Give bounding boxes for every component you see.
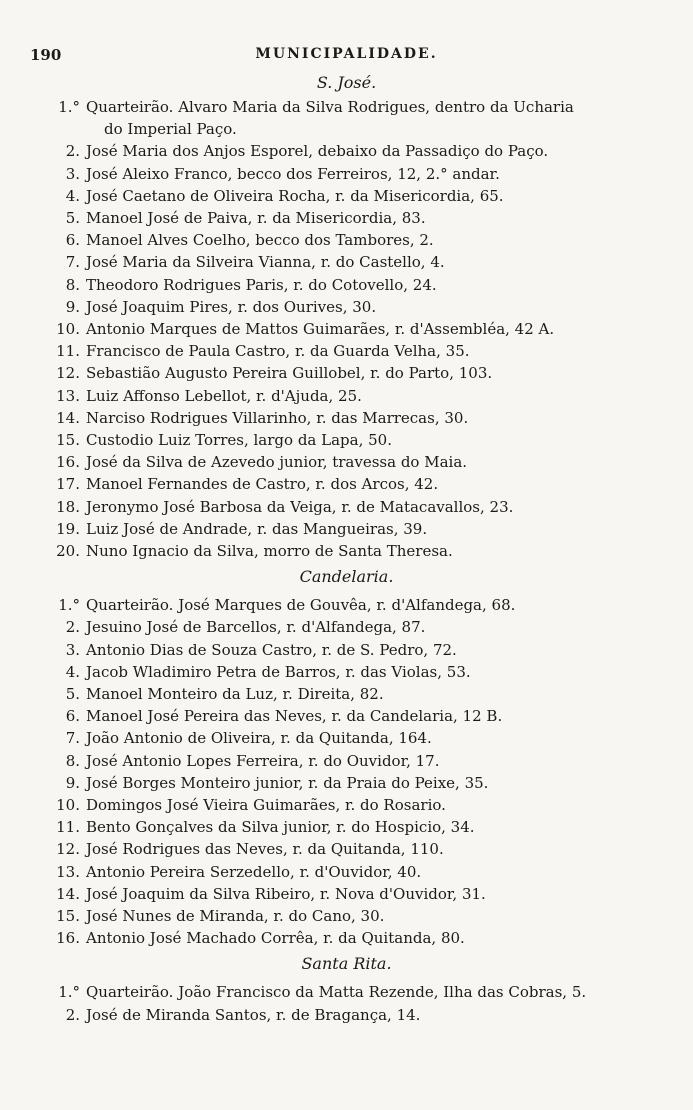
item-text: Luiz Affonso Lebellot, r. d'Ajuda, 25. (86, 386, 362, 405)
item-text: Quarteirão. João Francisco da Matta Rezende, Ilha das Cobras, 5. (86, 983, 587, 1002)
item-number: 4. (65, 186, 80, 205)
item-text: José Rodrigues das Neves, r. da Quitanda, 110. (86, 840, 444, 859)
list-item (36, 883, 666, 905)
item-text: Nuno Ignacio da Silva, morro de Santa Theresa. (86, 542, 453, 560)
item-text: Antonio José Machado Corrêa, r. da Quitanda, 80. (86, 929, 465, 948)
item-number: 16. (56, 929, 80, 948)
item-text: José da Silva de Azevedo junior, travessa do Maia. (86, 453, 468, 472)
item-number: 7. (65, 729, 80, 748)
item-text: Sebastião Augusto Pereira Guillobel, r. do Parto, 103. (86, 364, 493, 383)
item-text: José Antonio Lopes Ferreira, r. do Ouvidor, 17. (86, 751, 440, 770)
item-continuation: do Imperial Paço. (104, 120, 237, 139)
item-text: Jeronymo José Barbosa da Veiga, r. de Matacavallos, 23. (86, 497, 514, 516)
list-item (36, 905, 666, 927)
item-text: Theodoro Rodrigues Paris, r. do Cotovello, 24. (86, 275, 437, 294)
item-number: 14. (56, 884, 80, 903)
item-text: João Antonio de Oliveira, r. da Quitanda, 164. (86, 729, 432, 748)
item-number: 15. (56, 907, 80, 925)
item-number: 11. (56, 818, 80, 837)
page-header (0, 46, 693, 70)
page-number: 190 (30, 46, 62, 64)
running-title: MUNICIPALIDADE. (255, 46, 438, 62)
item-number: 13. (56, 862, 80, 881)
item-text: Manoel Monteiro da Luz, r. Direita, 82. (86, 685, 384, 703)
item-number: 1.° (58, 983, 80, 1002)
list-item (36, 616, 666, 638)
item-number: 1.° (58, 98, 80, 116)
item-text: Quarteirão. José Marques de Gouvêa, r. d'Alfandega, 68. (86, 596, 516, 615)
item-number: 8. (65, 275, 80, 294)
item-number: 7. (65, 253, 80, 272)
list-item (36, 473, 666, 495)
item-text: José Nunes de Miranda, r. do Cano, 30. (86, 907, 385, 925)
item-text: Luiz José de Andrade, r. das Mangueiras, 39. (86, 519, 428, 538)
list-item (36, 838, 666, 860)
list-item (36, 981, 666, 1003)
list-item (36, 661, 666, 683)
item-number: 2. (65, 142, 80, 161)
list-item (36, 518, 666, 540)
item-number: 13. (56, 386, 80, 405)
item-text: José Joaquim da Silva Ribeiro, r. Nova d'Ouvidor, 31. (86, 884, 486, 903)
item-number: 16. (56, 453, 80, 472)
list-item (36, 140, 666, 162)
list-item (36, 407, 666, 429)
item-number: 3. (65, 640, 80, 659)
item-number: 6. (65, 231, 80, 250)
item-number: 2. (65, 618, 80, 637)
list-item (36, 750, 666, 772)
item-text: Antonio Dias de Souza Castro, r. de S. Pedro, 72. (86, 640, 457, 659)
list-item (36, 274, 666, 296)
list-item (36, 296, 666, 318)
item-number: 11. (56, 342, 80, 361)
item-text: Quarteirão. Alvaro Maria da Silva Rodrigues, dentro da Ucharia (86, 98, 574, 116)
list-item (36, 385, 666, 407)
item-number: 3. (65, 164, 80, 183)
item-text: José Joaquim Pires, r. dos Ourives, 30. (86, 297, 377, 316)
section-title: Candelaria. (299, 567, 394, 587)
item-number: 2. (65, 1005, 80, 1024)
item-number: 5. (65, 209, 80, 227)
list-item (36, 96, 666, 118)
list-item (36, 429, 666, 451)
item-text: Jacob Wladimiro Petra de Barros, r. das Violas, 53. (86, 662, 471, 681)
item-text: Custodio Luiz Torres, largo da Lapa, 50. (86, 431, 392, 449)
item-number: 18. (56, 497, 80, 516)
item-text: Antonio Marques de Mattos Guimarães, r. d'Assembléa, 42 A. (86, 320, 555, 338)
list-item (36, 794, 666, 816)
item-number: 9. (65, 773, 80, 792)
list-item (36, 639, 666, 661)
item-text: Manoel Alves Coelho, becco dos Tambores, 2. (86, 231, 434, 250)
section-title: S. José. (316, 73, 377, 92)
item-number: 6. (65, 707, 80, 726)
list-item (36, 540, 666, 562)
list-item (36, 683, 666, 705)
item-text: Antonio Pereira Serzedello, r. d'Ouvidor, 40. (86, 862, 422, 881)
list-item (36, 772, 666, 794)
section-title: Santa Rita. (301, 954, 392, 974)
list-item (36, 251, 666, 273)
list-item (36, 727, 666, 749)
list-item (36, 229, 666, 251)
list-item (36, 451, 666, 473)
item-text: Domingos José Vieira Guimarães, r. do Rosario. (86, 796, 446, 814)
item-text: José de Miranda Santos, r. de Bragança, 14. (86, 1005, 421, 1024)
list-item (36, 207, 666, 229)
item-number: 9. (65, 297, 80, 316)
list-item (36, 318, 666, 340)
item-text: José Aleixo Franco, becco dos Ferreiros, 12, 2.° andar. (86, 164, 500, 183)
item-text: Narciso Rodrigues Villarinho, r. das Marrecas, 30. (86, 408, 469, 427)
item-text: Manoel José de Paiva, r. da Misericordia, 83. (86, 209, 426, 227)
list-item (36, 185, 666, 207)
item-text: Manoel José Pereira das Neves, r. da Candelaria, 12 B. (86, 707, 503, 726)
list-item (36, 1004, 666, 1026)
item-number: 17. (56, 475, 80, 494)
item-number: 10. (56, 320, 80, 338)
list-item (36, 705, 666, 727)
item-text: José Borges Monteiro junior, r. da Praia do Peixe, 35. (86, 773, 489, 792)
item-text: Bento Gonçalves da Silva junior, r. do Hospicio, 34. (86, 818, 475, 837)
item-text: José Maria dos Anjos Esporel, debaixo da Passadiço do Paço. (86, 142, 549, 161)
item-number: 19. (56, 519, 80, 538)
list-item (36, 496, 666, 518)
list-item (36, 927, 666, 949)
item-number: 14. (56, 408, 80, 427)
list-item (36, 861, 666, 883)
item-text: José Maria da Silveira Vianna, r. do Castello, 4. (86, 253, 445, 272)
item-number: 5. (65, 685, 80, 703)
item-number: 20. (56, 542, 80, 560)
list-item (36, 163, 666, 185)
item-text: Manoel Fernandes de Castro, r. dos Arcos, 42. (86, 475, 439, 494)
list-item (36, 816, 666, 838)
item-number: 1.° (58, 596, 80, 615)
item-text: José Caetano de Oliveira Rocha, r. da Misericordia, 65. (86, 186, 504, 205)
item-number: 10. (56, 796, 80, 814)
item-number: 12. (56, 840, 80, 859)
list-item (36, 594, 666, 616)
item-number: 12. (56, 364, 80, 383)
item-number: 8. (65, 751, 80, 770)
list-item (36, 340, 666, 362)
item-text: Jesuino José de Barcellos, r. d'Alfandega, 87. (86, 618, 426, 637)
item-text: Francisco de Paula Castro, r. da Guarda Velha, 35. (86, 342, 470, 361)
list-item (36, 362, 666, 384)
item-number: 4. (65, 662, 80, 681)
item-number: 15. (56, 431, 80, 449)
